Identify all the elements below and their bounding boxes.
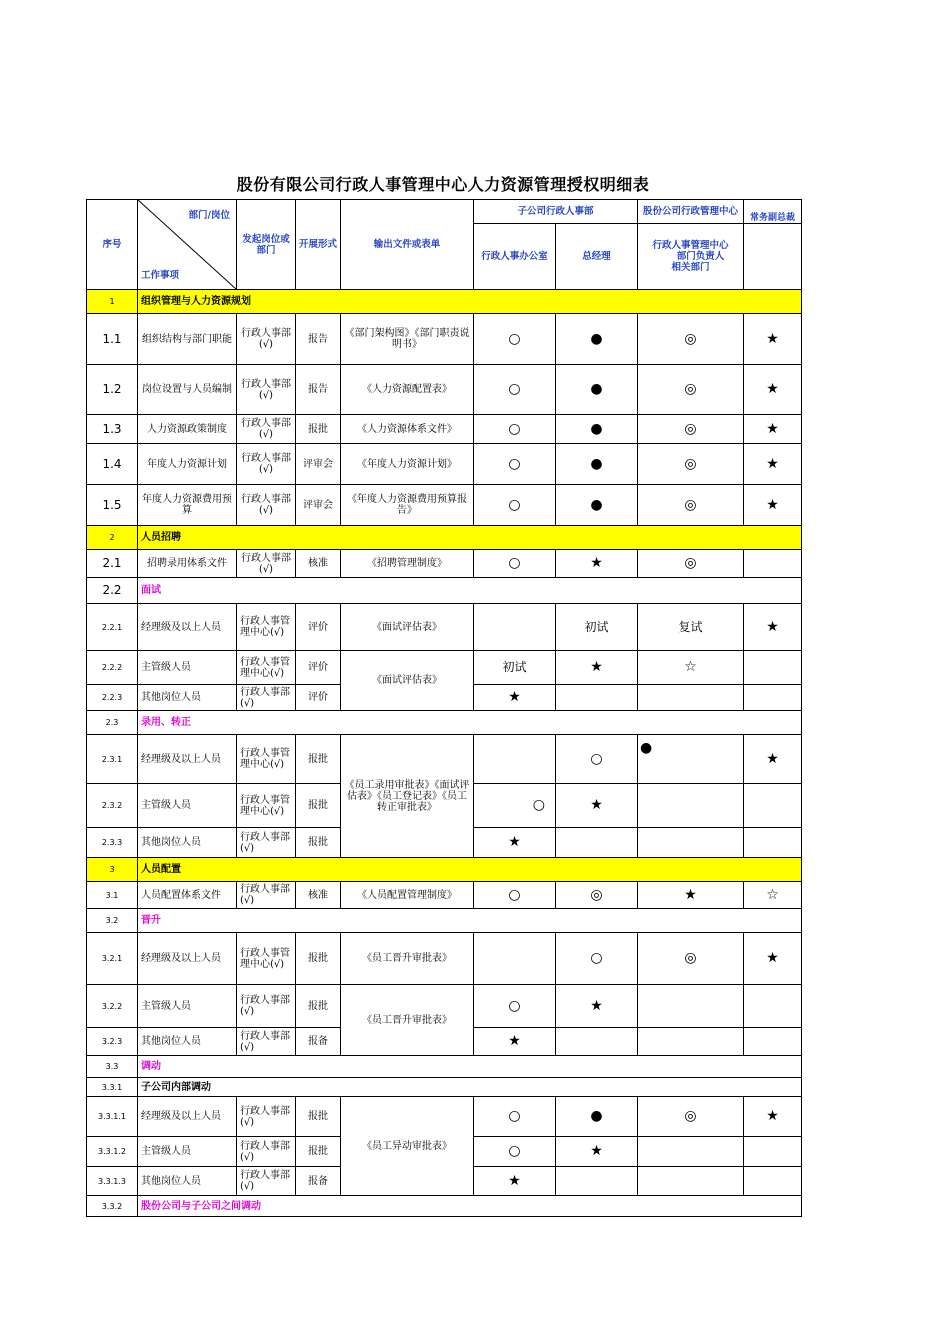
subsection-num: 3.3: [87, 1056, 138, 1078]
row-initiator: 行政人事部(√): [237, 1028, 296, 1056]
subsection-num: 3.3.1: [87, 1078, 138, 1097]
row-c2: ●: [556, 444, 638, 485]
row-c2: [556, 1028, 638, 1056]
row-c4: ★: [744, 1097, 802, 1137]
row-c3: ●: [638, 735, 744, 784]
row-c4: [744, 1167, 802, 1196]
row-form: 报备: [296, 1028, 341, 1056]
subsection-title: 晋升: [138, 909, 802, 933]
row-c3: [638, 784, 744, 828]
header-initiator: 发起岗位或部门: [237, 200, 296, 290]
row-c4: ★: [744, 933, 802, 985]
row-item: 人力资源政策制度: [138, 415, 237, 444]
row-output: 《员工异动审批表》: [341, 1097, 474, 1196]
row-c3: [638, 1028, 744, 1056]
row-output: 《年度人力资源计划》: [341, 444, 474, 485]
section-title: 组织管理与人力资源规划: [138, 290, 802, 314]
row-c2: ★: [556, 550, 638, 578]
header-output: 输出文件或表单: [341, 200, 474, 290]
row-item: 岗位设置与人员编制: [138, 365, 237, 415]
row-c4: [744, 1028, 802, 1056]
row-form: 评审会: [296, 444, 341, 485]
row-item: 主管级人员: [138, 784, 237, 828]
row-c3: [638, 1137, 744, 1167]
row-item: 主管级人员: [138, 1137, 237, 1167]
row-c4: [744, 784, 802, 828]
row-num: 3.2.2: [87, 985, 138, 1028]
header-corp-dept-head: 部门负责人: [676, 251, 725, 262]
row-num: 3.1: [87, 882, 138, 909]
row-initiator: 行政人事部(√): [237, 1137, 296, 1167]
row-form: 报批: [296, 735, 341, 784]
row-form: 核准: [296, 882, 341, 909]
row-c3: ◎: [638, 550, 744, 578]
row-c3: ◎: [638, 365, 744, 415]
row-c2: ★: [556, 651, 638, 685]
row-form: 报批: [296, 933, 341, 985]
row-initiator: 行政人事部(√): [237, 550, 296, 578]
row-c4: ★: [744, 365, 802, 415]
row-output: 《人力资源体系文件》: [341, 415, 474, 444]
subsection-title: 调动: [138, 1056, 802, 1078]
header-work-item: 工作事项: [141, 270, 180, 281]
row-item: 经理级及以上人员: [138, 735, 237, 784]
row-item: 经理级及以上人员: [138, 604, 237, 651]
row-item: 年度人力资源费用预算: [138, 485, 237, 526]
row-item: 其他岗位人员: [138, 1167, 237, 1196]
row-form: 报备: [296, 1167, 341, 1196]
table-row: [87, 485, 802, 526]
row-c1: ○: [474, 985, 556, 1028]
row-initiator: 行政人事部(√): [237, 365, 296, 415]
row-num: 1.3: [87, 415, 138, 444]
row-c2: ●: [556, 365, 638, 415]
row-initiator: 行政人事部(√): [237, 314, 296, 365]
subsection-row: [87, 1078, 802, 1097]
subsection-num: 3.2: [87, 909, 138, 933]
row-c1: 初试: [474, 651, 556, 685]
row-c4: [744, 985, 802, 1028]
row-output: 《部门架构图》《部门职责说明书》: [341, 314, 474, 365]
row-form: 报批: [296, 828, 341, 858]
row-c1: ★: [474, 1167, 556, 1196]
row-c3: [638, 985, 744, 1028]
table-row: [87, 882, 802, 909]
row-initiator: 行政人事管理中心(√): [237, 933, 296, 985]
header-corp-cell: [638, 224, 744, 290]
subsection-row: [87, 1196, 802, 1217]
row-c2: [556, 828, 638, 858]
row-item: 主管级人员: [138, 651, 237, 685]
row-c2: ★: [556, 985, 638, 1028]
row-c1: ★: [474, 828, 556, 858]
row-output: 《面试评估表》: [341, 604, 474, 651]
row-initiator: 行政人事部(√): [237, 985, 296, 1028]
row-c1: [474, 735, 556, 784]
row-c1: ○: [474, 485, 556, 526]
row-initiator: 行政人事部(√): [237, 485, 296, 526]
row-num: 3.3.1.1: [87, 1097, 138, 1137]
section-num: 3: [87, 858, 138, 882]
header-row-1: [87, 200, 802, 224]
row-c4: ★: [744, 444, 802, 485]
row-initiator: 行政人事部(√): [237, 1167, 296, 1196]
row-output: 《员工录用审批表》《面试评估表》《员工登记表》《员工转正审批表》: [341, 735, 474, 858]
row-c2: ●: [556, 1097, 638, 1137]
table-row: [87, 1097, 802, 1137]
row-c3: ☆: [638, 651, 744, 685]
row-item: 组织结构与部门职能: [138, 314, 237, 365]
row-num: 2.2.2: [87, 651, 138, 685]
row-form: 报批: [296, 1097, 341, 1137]
row-num: 2.2.1: [87, 604, 138, 651]
row-c3: [638, 1167, 744, 1196]
subsection-num: 2.3: [87, 711, 138, 735]
table-row: [87, 985, 802, 1028]
row-item: 主管级人员: [138, 985, 237, 1028]
subsection-row: [87, 1056, 802, 1078]
row-form: 报告: [296, 314, 341, 365]
row-output: 《人力资源配置表》: [341, 365, 474, 415]
subsection-row: [87, 909, 802, 933]
header-last-col: 常务副总裁: [744, 200, 802, 224]
row-c3: 复试: [638, 604, 744, 651]
row-c3: ★: [638, 882, 744, 909]
row-c2: ●: [556, 485, 638, 526]
header-empty-cell: [744, 224, 802, 290]
subsection-title: 子公司内部调动: [138, 1078, 802, 1097]
header-sub-gm: 总经理: [556, 224, 638, 290]
header-sub-group: 子公司行政人事部: [474, 200, 638, 224]
row-c4: ★: [744, 314, 802, 365]
row-initiator: 行政人事管理中心(√): [237, 784, 296, 828]
row-c1: ★: [474, 1028, 556, 1056]
table-row: [87, 314, 802, 365]
row-form: 报批: [296, 985, 341, 1028]
table-row: [87, 415, 802, 444]
row-c2: ●: [556, 415, 638, 444]
row-initiator: 行政人事部(√): [237, 685, 296, 711]
table-row: [87, 365, 802, 415]
table-row: [87, 444, 802, 485]
row-form: 评价: [296, 685, 341, 711]
subsection-row: [87, 578, 802, 604]
row-c1: ○: [474, 444, 556, 485]
row-item: 经理级及以上人员: [138, 933, 237, 985]
row-item: 年度人力资源计划: [138, 444, 237, 485]
row-item: 其他岗位人员: [138, 828, 237, 858]
row-item: 经理级及以上人员: [138, 1097, 237, 1137]
row-form: 核准: [296, 550, 341, 578]
row-form: 报批: [296, 784, 341, 828]
header-dept-post: 部门/岗位: [188, 210, 230, 221]
row-c3: ◎: [638, 415, 744, 444]
row-c3: ◎: [638, 1097, 744, 1137]
row-c1: ○: [474, 1137, 556, 1167]
table-row: [87, 651, 802, 685]
row-c4: [744, 651, 802, 685]
row-c2: 初试: [556, 604, 638, 651]
row-c4: [744, 550, 802, 578]
row-initiator: 行政人事管理中心(√): [237, 735, 296, 784]
row-c2: ★: [556, 1137, 638, 1167]
row-form: 报批: [296, 415, 341, 444]
subsection-title: 录用、转正: [138, 711, 802, 735]
header-corp-center: 行政人事管理中心: [652, 240, 729, 251]
row-output: 《员工晋升审批表》: [341, 933, 474, 985]
row-c4: ★: [744, 415, 802, 444]
header-seq: 序号: [87, 200, 138, 290]
subsection-row: [87, 711, 802, 735]
row-item: 其他岗位人员: [138, 685, 237, 711]
row-c1: ★: [474, 685, 556, 711]
table-row: [87, 933, 802, 985]
row-form: 评价: [296, 651, 341, 685]
section-row: [87, 858, 802, 882]
section-num: 2: [87, 526, 138, 550]
row-item: 人员配置体系文件: [138, 882, 237, 909]
row-c1: ○: [474, 882, 556, 909]
row-c2: ★: [556, 784, 638, 828]
row-num: 3.3.1.2: [87, 1137, 138, 1167]
subsection-num: 3.3.2: [87, 1196, 138, 1217]
row-item: 其他岗位人员: [138, 1028, 237, 1056]
row-form: 报批: [296, 1137, 341, 1167]
table-row: [87, 604, 802, 651]
row-c1: ○: [474, 365, 556, 415]
row-num: 2.3.2: [87, 784, 138, 828]
row-c2: [556, 1167, 638, 1196]
section-num: 1: [87, 290, 138, 314]
header-sub-office: 行政人事办公室: [474, 224, 556, 290]
row-c2: ●: [556, 314, 638, 365]
row-output: 《员工晋升审批表》: [341, 985, 474, 1056]
row-initiator: 行政人事部(√): [237, 882, 296, 909]
row-c3: ◎: [638, 485, 744, 526]
header-corp-related: 相关部门: [671, 262, 710, 273]
row-c4: ★: [744, 604, 802, 651]
row-c2: ○: [556, 735, 638, 784]
row-c3: ◎: [638, 933, 744, 985]
row-num: 1.1: [87, 314, 138, 365]
row-c1: ○: [474, 1097, 556, 1137]
subsection-title: 面试: [138, 578, 802, 604]
row-c4: ★: [744, 735, 802, 784]
row-initiator: 行政人事管理中心(√): [237, 651, 296, 685]
row-c1: ○: [474, 784, 556, 828]
page-title: 股份有限公司行政人事管理中心人力资源管理授权明细表: [236, 175, 650, 194]
row-output: 《面试评估表》: [341, 651, 474, 711]
row-num: 3.2.1: [87, 933, 138, 985]
row-num: 3.3.1.3: [87, 1167, 138, 1196]
row-form: 评审会: [296, 485, 341, 526]
row-c1: ○: [474, 550, 556, 578]
table-row: [87, 735, 802, 784]
row-num: 2.3.1: [87, 735, 138, 784]
row-c3: [638, 685, 744, 711]
row-c2: ◎: [556, 882, 638, 909]
row-c1: ○: [474, 415, 556, 444]
authorization-table: [86, 199, 802, 1217]
header-form: 开展形式: [296, 200, 341, 290]
row-c3: ◎: [638, 444, 744, 485]
header-corp-group: 股份公司行政管理中心: [638, 200, 744, 224]
row-initiator: 行政人事部(√): [237, 1097, 296, 1137]
row-num: 3.2.3: [87, 1028, 138, 1056]
row-c3: ◎: [638, 314, 744, 365]
row-output: 《招聘管理制度》: [341, 550, 474, 578]
subsection-title: 股份公司与子公司之间调动: [138, 1196, 802, 1217]
table-row: [87, 550, 802, 578]
row-initiator: 行政人事部(√): [237, 415, 296, 444]
row-c2: [556, 685, 638, 711]
row-output: 《年度人力资源费用预算报告》: [341, 485, 474, 526]
row-c1: [474, 604, 556, 651]
row-c2: ○: [556, 933, 638, 985]
row-c1: ○: [474, 314, 556, 365]
row-num: 2.3.3: [87, 828, 138, 858]
section-title: 人员招聘: [138, 526, 802, 550]
row-form: 报告: [296, 365, 341, 415]
row-c1: [474, 933, 556, 985]
row-c4: ☆: [744, 882, 802, 909]
row-c4: [744, 1137, 802, 1167]
row-num: 1.2: [87, 365, 138, 415]
section-row: [87, 526, 802, 550]
section-title: 人员配置: [138, 858, 802, 882]
row-c4: [744, 828, 802, 858]
section-row: [87, 290, 802, 314]
row-c4: [744, 685, 802, 711]
row-num: 1.5: [87, 485, 138, 526]
row-form: 评价: [296, 604, 341, 651]
row-c3: [638, 828, 744, 858]
header-diagonal-cell: [138, 200, 237, 290]
row-item: 招聘录用体系文件: [138, 550, 237, 578]
row-initiator: 行政人事管理中心(√): [237, 604, 296, 651]
row-output: 《人员配置管理制度》: [341, 882, 474, 909]
row-c4: ★: [744, 485, 802, 526]
row-initiator: 行政人事部(√): [237, 828, 296, 858]
row-num: 1.4: [87, 444, 138, 485]
row-initiator: 行政人事部(√): [237, 444, 296, 485]
row-num: 2.1: [87, 550, 138, 578]
subsection-num: 2.2: [87, 578, 138, 604]
row-num: 2.2.3: [87, 685, 138, 711]
